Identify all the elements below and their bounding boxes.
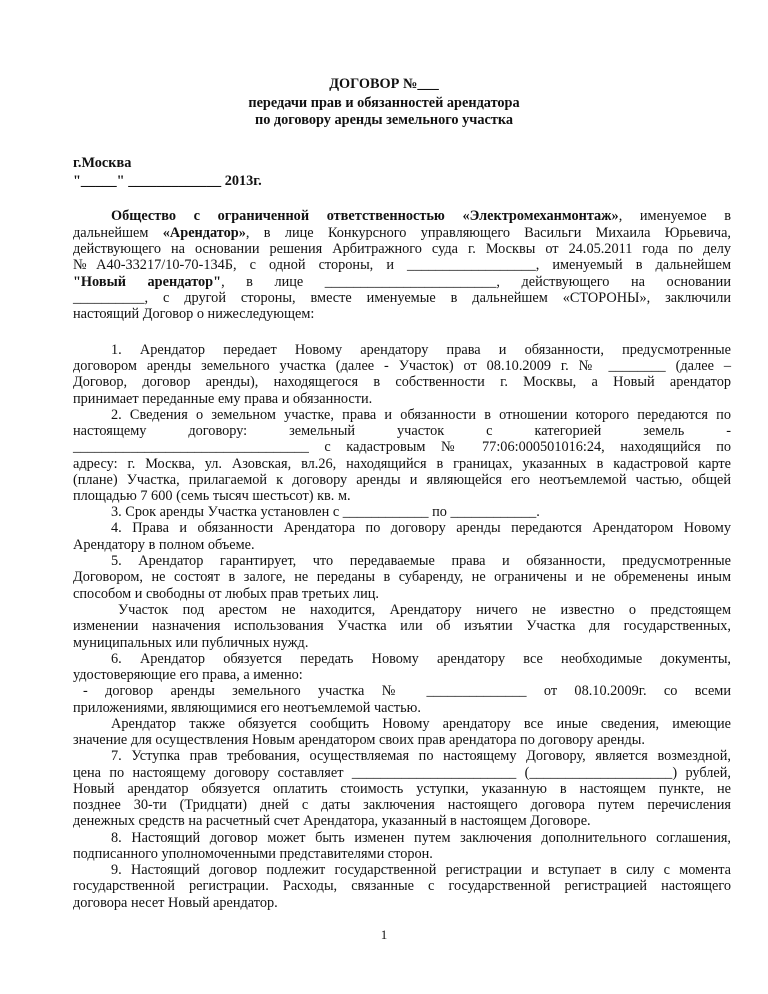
text-line: Договор, договор аренды), находящегося в собственности г. Москвы, а Новый арендатор: [73, 374, 731, 390]
page-number: 1: [380, 927, 388, 942]
text-line: адресу: г. Москва, ул. Азовская, вл.26, находящийся в границах, указанных в кадастровой карте: [73, 456, 731, 472]
text-line: Арендатор также обязуется сообщить Новому арендатору все иные сведения, имеющие: [111, 716, 731, 732]
text-line: удостоверяющие его права, а именно:: [73, 667, 303, 683]
text-line: 1. Арендатор передает Новому арендатору права и обязанности, предусмотренные: [111, 342, 731, 358]
city: г.Москва: [73, 155, 132, 171]
text-line: 6. Арендатор обязуется передать Новому арендатору все необходимые документы,: [111, 651, 731, 667]
text-line: 3. Срок аренды Участка установлен с ____________ по ____________.: [111, 504, 540, 520]
text-line: (плане) Участка, прилагаемой к договору аренды и являющейся его неотъемлемой частью, общей: [73, 472, 731, 488]
document-subtitle-2: по договору аренды земельного участка: [254, 112, 514, 128]
text-line: №А40-33217/10-70-134Б, с одной стороны, и __________________, именуемый в дальнейшем: [73, 257, 731, 273]
text-line: подписанного уполномоченными представителями сторон.: [73, 846, 433, 862]
text-line: значение для осуществления Новым арендатором своих прав арендатора по договору аренды.: [73, 732, 645, 748]
document-title: ДОГОВОР №___: [329, 76, 439, 92]
text-line: дальнейшем «Арендатор», в лице Конкурсного управляющего Васильги Михаила Юрьевича,: [73, 225, 732, 241]
text-line: способом и свободны от любых прав третьих лиц.: [73, 586, 379, 602]
text-line: действующего на основании решения Арбитражного суда г. Москвы от 24.05.2011 года по делу: [73, 241, 731, 257]
text-line: договора несет Новый арендатор.: [73, 895, 278, 911]
text-line: изменении назначения использования Участка или об изъятии Участка для государственных,: [73, 618, 731, 634]
document-subtitle-1: передачи прав и обязанностей арендатора: [248, 95, 520, 111]
text-line: _________________________________ с кадастровым № 77:06:000501016:24, находящийся по: [73, 439, 731, 455]
text-line: принимает переданные ему права и обязанности.: [73, 391, 373, 407]
text-line: 7. Уступка прав требования, осуществляемая по настоящему Договору, является возмездной,: [111, 748, 731, 764]
text-line: позднее 30-ти (Тридцати) дней с даты заключения настоящего договора путем перечисления: [73, 797, 731, 813]
text-line: 5. Арендатор гарантирует, что передаваемые права и обязанности, предусмотренные: [111, 553, 731, 569]
text-line: настоящему договору: земельный участок с категорией земель -: [73, 423, 731, 439]
text-line: настоящий Договор о нижеследующем:: [73, 306, 315, 322]
text-line: Договором, не состоят в залоге, не переданы в субаренду, не ограничены и не обременены иным: [73, 569, 731, 585]
text-line: __________, с другой стороны, вместе именуемые в дальнейшем «СТОРОНЫ», заключили: [73, 290, 731, 306]
text-line: Арендатору в полном объеме.: [73, 537, 255, 553]
text-line: 9. Настоящий договор подлежит государственной регистрации и вступает в силу с момента: [111, 862, 731, 878]
text-line: "Новый арендатор", в лице ________________________, действующего на основании: [73, 274, 731, 290]
text-line: Новый арендатор обязуется оплатить стоимость уступки, указанную в настоящем пункте, не: [73, 781, 731, 797]
text-line: площадью 7 600 (семь тысяч шестьсот) кв. м.: [73, 488, 351, 504]
text-line: договором аренды земельного участка (далее - Участок) от 08.10.2009 г. № ________ (далее –: [73, 358, 731, 374]
text-line: цена по настоящему договору составляет _______________________ (____________________) рублей,: [73, 765, 731, 781]
text-line: 2. Сведения о земельном участке, права и обязанности в отношении которого передаются по: [111, 407, 731, 423]
text-line: - договор аренды земельного участка № ______________ от 08.10.2009г. со всеми: [83, 683, 731, 699]
text-line: 4. Права и обязанности Арендатора по договору аренды передаются Арендатором Новому: [111, 520, 731, 536]
contract-date: "_____" _____________ 2013г.: [73, 173, 262, 189]
text-line: Участок под арестом не находится, Арендатору ничего не известно о предстоящем: [118, 602, 731, 618]
text-line: государственной регистрации. Расходы, связанные с государственной регистрацией настоящего: [73, 878, 731, 894]
text-line: 8. Настоящий договор может быть изменен путем заключения дополнительного соглашения,: [111, 830, 731, 846]
text-line: денежных средств на расчетный счет Арендатора, указанный в настоящем Договоре.: [73, 813, 591, 829]
text-line: Общество с ограниченной ответственностью «Электромеханмонтаж», именуемое в: [111, 208, 731, 224]
text-line: приложениями, являющимися его неотъемлемой частью.: [73, 700, 421, 716]
text-line: муниципальных или публичных нужд.: [73, 635, 309, 651]
